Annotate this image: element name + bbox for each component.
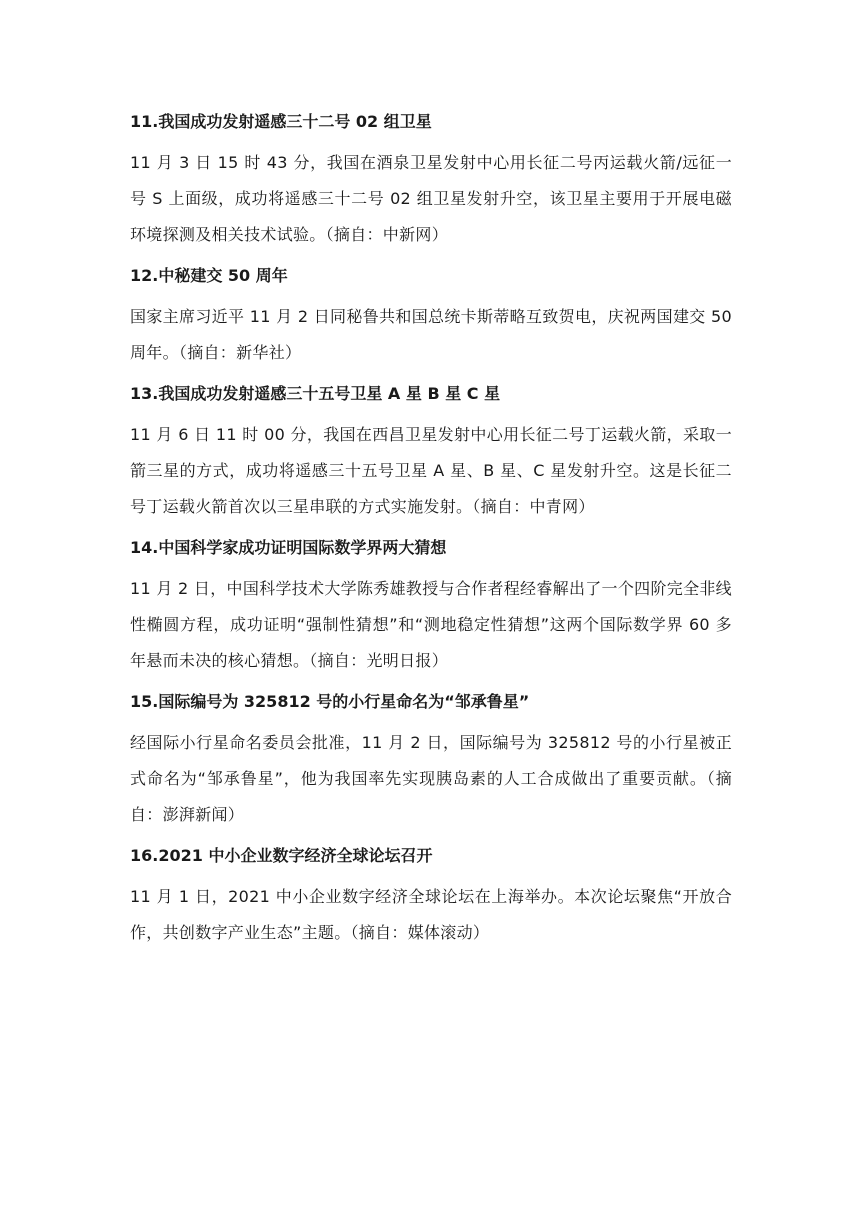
- news-item: [130, 692, 732, 833]
- news-heading: 12.中秘建交 50 周年: [130, 266, 288, 285]
- news-body: 11 月 6 日 11 时 00 分，我国在西昌卫星发射中心用长征二号丁运载火箭，采取一箭三星的方式，成功将遥感三十五号卫星 A 星、B 星、C 星发射升空。这是长征二号丁运载火箭首次以三星串联的方式实施发射。（摘自：中青网）: [130, 425, 732, 516]
- news-heading: 14.中国科学家成功证明国际数学界两大猜想: [130, 538, 447, 557]
- news-body: 经国际小行星命名委员会批准，11 月 2 日，国际编号为 325812 号的小行星被正式命名为“邹承鲁星”，他为我国率先实现胰岛素的人工合成做出了重要贡献。（摘自：澎湃新闻）: [130, 733, 732, 824]
- news-item: [130, 384, 732, 525]
- news-heading: 13.我国成功发射遥感三十五号卫星 A 星 B 星 C 星: [130, 384, 501, 403]
- document-page: [130, 112, 732, 964]
- news-item: [130, 266, 732, 371]
- news-heading: 16.2021 中小企业数字经济全球论坛召开: [130, 846, 433, 865]
- news-body: 11 月 2 日，中国科学技术大学陈秀雄教授与合作者程经睿解出了一个四阶完全非线性椭圆方程，成功证明“强制性猜想”和“测地稳定性猜想”这两个国际数学界 60 多年悬而未决的核心猜想。（摘自：光明日报）: [130, 579, 732, 670]
- news-item: [130, 846, 732, 951]
- news-item: [130, 112, 732, 253]
- news-body: 国家主席习近平 11 月 2 日同秘鲁共和国总统卡斯蒂略互致贺电，庆祝两国建交 50 周年。（摘自：新华社）: [130, 307, 732, 362]
- news-heading: 15.国际编号为 325812 号的小行星命名为“邹承鲁星”: [130, 692, 530, 711]
- news-body: 11 月 3 日 15 时 43 分，我国在酒泉卫星发射中心用长征二号丙运载火箭/远征一号 S 上面级，成功将遥感三十二号 02 组卫星发射升空，该卫星主要用于开展电磁环境探测及相关技术试验。（摘自：中新网）: [130, 153, 732, 244]
- news-body: 11 月 1 日，2021 中小企业数字经济全球论坛在上海举办。本次论坛聚焦“开放合作，共创数字产业生态”主题。（摘自：媒体滚动）: [130, 887, 732, 942]
- news-heading: 11.我国成功发射遥感三十二号 02 组卫星: [130, 112, 432, 131]
- news-item: [130, 538, 732, 679]
